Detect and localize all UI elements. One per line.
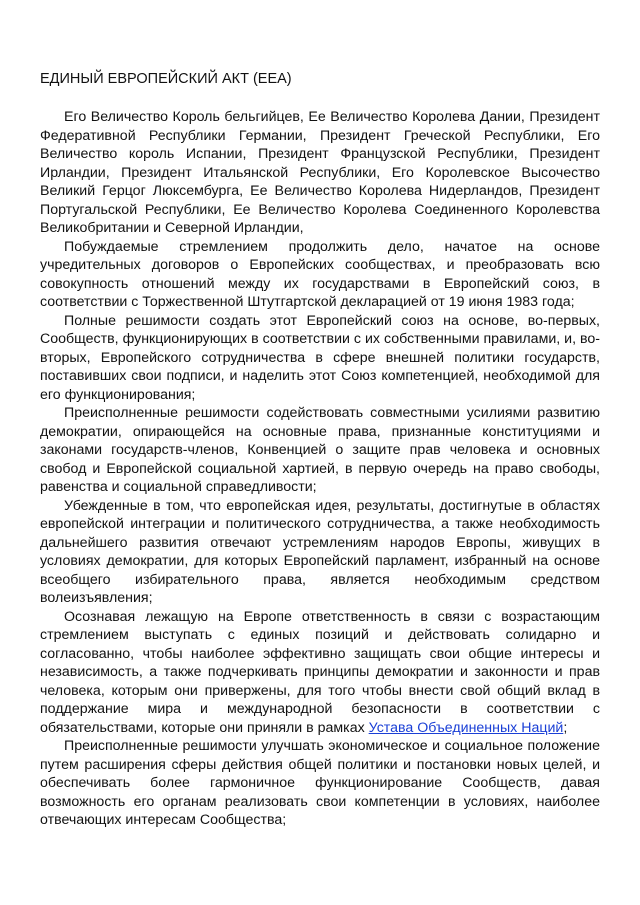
- paragraph: [40, 608, 600, 738]
- paragraph: Убежденные в том, что европейская идея, результаты, достигнутые в областях европейской интеграции и политического сотрудничества, а также необходимость дальнейшего развития отвечают устремлениям народов Европы, живущих в условиях демократии, для которых Европейский парламент, избранный на основе всеобщего избирательного права, является необходимым средством волеизъявления;: [40, 497, 600, 606]
- paragraph: Полные решимости создать этот Европейский союз на основе, во-первых, Сообществ, функционирующих в соответствии с их собственными правилами, и, во-вторых, Европейского сотрудничества в сфере внешней политики государств, поставивших свои подписи, и наделить этот Союз компетенцией, необходимой для его функционирования;: [40, 312, 600, 403]
- paragraph: Преисполненные решимости улучшать экономическое и социальное положение путем расширения сферы действия общей политики и постановки новых целей, и обеспечивать более гармоничное функционирование Сообществ, давая возможность его органам реализовать свои компетенции в условиях, наиболее отвечающих интересам Сообщества;: [40, 738, 600, 828]
- paragraph: Преисполненные решимости содействовать совместными усилиями развитию демократии, опирающейся на основные права, признанные конституциями и законами государств-членов, Конвенцией о защите прав человека и основных свобод и Европейской социальной хартией, в первую очередь на право свободы, равенства и социальной справедливости;: [40, 405, 600, 495]
- paragraph-text: Осознавая лежащую на Европе ответственность в связи с возрастающим стремлением выступать с единых позиций и действовать солидарно и согласованно, чтобы наиболее эффективно защищать свои общие интересы и независимость, а также подчеркивать принципы демократии и законности и прав человека, которым они привержены, для того чтобы внести свой общий вклад в поддержание мира и международной безопасности в соответствии с обязательствами, которые они приняли в рамках: [40, 608, 600, 736]
- paragraph: Побуждаемые стремлением продолжить дело, начатое на основе учредительных договоров о Европейских сообществах, и преобразовать всю совокупность отношений между их государствами в Европейский союз, в соответствии с Торжественной Штутгартской декларацией от 19 июня 1983 года;: [40, 238, 600, 310]
- document-title: ЕДИНЫЙ ЕВРОПЕЙСКИЙ АКТ (ЕЕА): [40, 71, 292, 87]
- document-body: [40, 108, 600, 830]
- paragraph-text: ;: [563, 719, 568, 736]
- un-charter-link[interactable]: Устава Объединенных Наций: [368, 719, 564, 736]
- paragraph-signatories: Его Величество Король бельгийцев, Ее Величество Королева Дании, Президент Федеративной Республики Германии, Президент Греческой Республики, Его Величество король Испании, Президент Французской Республики, Президент Ирландии, Президент Итальянской Республики, Его Королевское Высочество Великий Герцог Люксембурга, Ее Величество Королева Нидерландов, Президент Португальской Республики, Ее Величество Королева Соединенного Королевства Великобритании и Северной Ирландии,: [40, 109, 600, 236]
